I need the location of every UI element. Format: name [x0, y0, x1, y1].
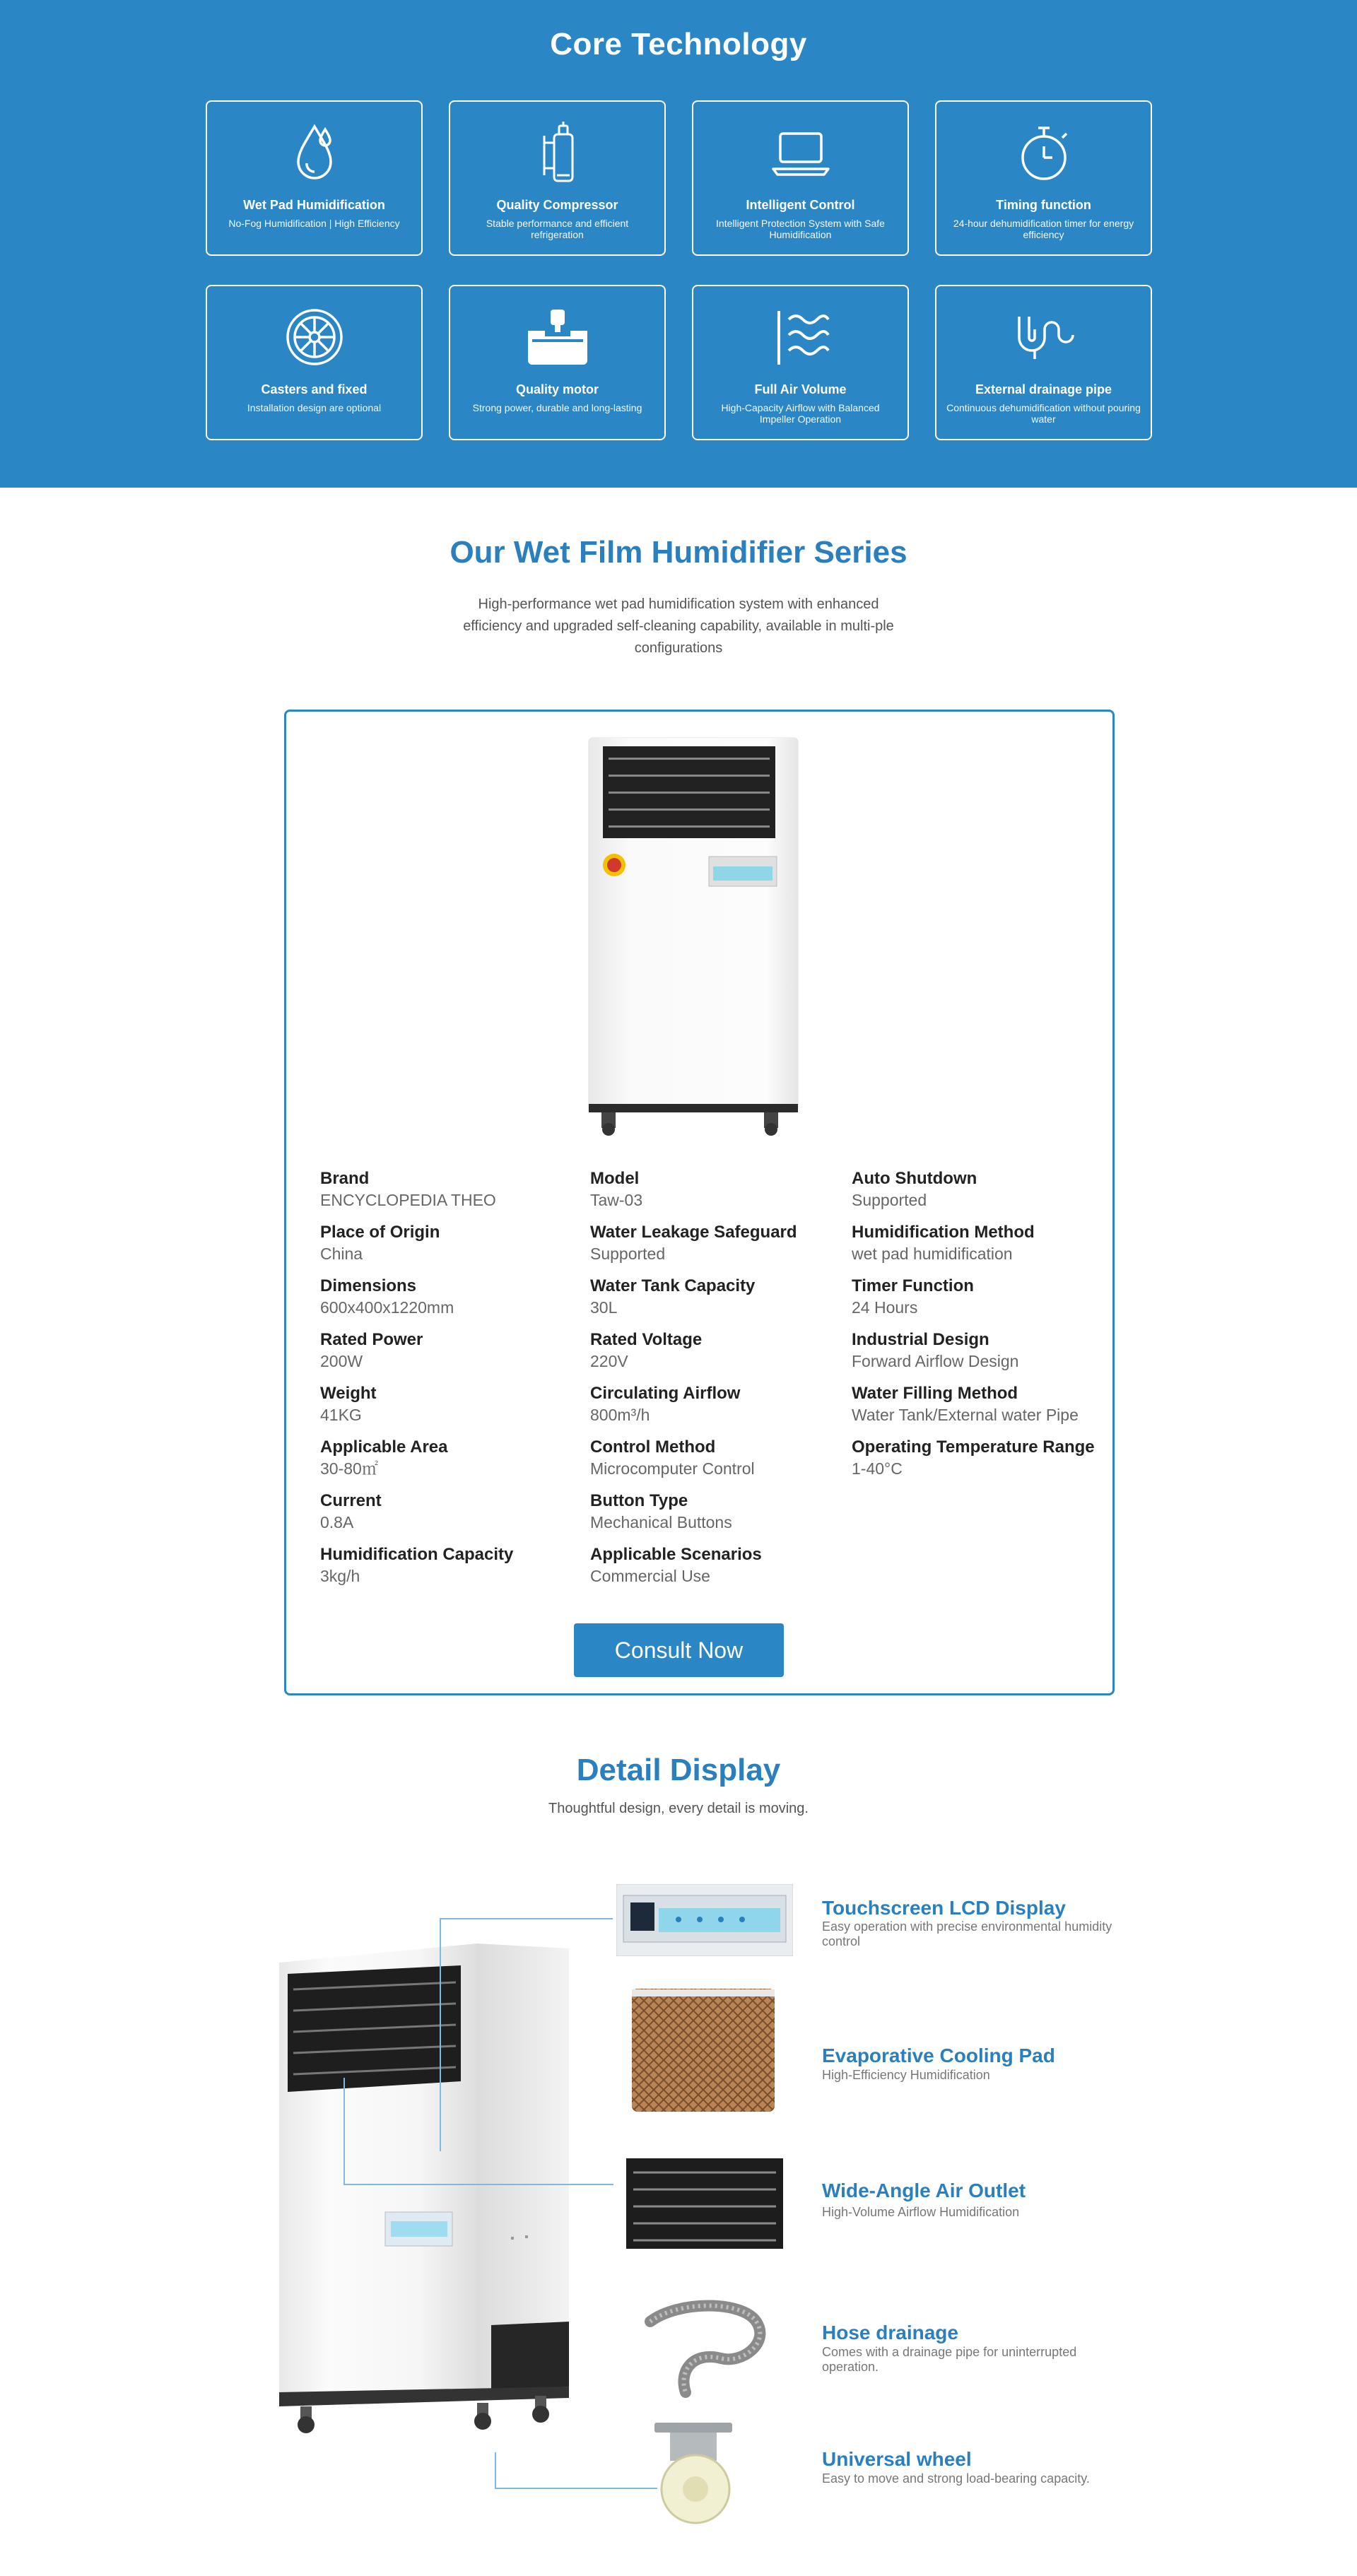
spec-auto-shutdown: Auto Shutdown Supported: [852, 1169, 977, 1209]
spec-weight: Weight 41KG: [320, 1384, 377, 1424]
spec-current: Current 0.8A: [320, 1491, 382, 1531]
spec-water-leakage: Water Leakage Safeguard Supported: [590, 1223, 797, 1263]
feature-card-title: Quality motor: [515, 382, 599, 396]
spec-brand: Brand ENCYCLOPEDIA THEO: [320, 1169, 496, 1209]
feature-card-desc: 24-hour dehumidification timer for energy efficiency: [953, 218, 1134, 240]
laptop-icon: [693, 117, 907, 188]
feature-desc-air-outlet: High-Volume Airflow Humidification: [822, 2205, 1020, 2219]
spec-button-type: Button Type Mechanical Buttons: [590, 1491, 732, 1531]
product-card: [284, 710, 1115, 1695]
feature-title-air-outlet: Wide-Angle Air Outlet: [822, 2180, 1026, 2201]
feature-desc-cooling-pad: High-Efficiency Humidification: [822, 2068, 990, 2082]
core-technology-title: Core Technology: [550, 27, 807, 61]
feature-card-wet-pad: [206, 100, 423, 256]
feature-card-air-volume: [692, 285, 909, 440]
pipe-icon: [936, 302, 1151, 372]
feature-card-title: Full Air Volume: [754, 382, 847, 396]
cooling-pad-thumbnail: [629, 1986, 777, 2115]
compressor-icon: [450, 117, 664, 188]
leader-line: [343, 2078, 345, 2184]
feature-card-title: Intelligent Control: [746, 198, 855, 212]
lcd-display-thumbnail: [616, 1884, 793, 1956]
spec-operating-temperature: Operating Temperature Range 1-40°C: [852, 1437, 1095, 1478]
feature-title-wheel: Universal wheel: [822, 2448, 972, 2470]
feature-card-title: Timing function: [996, 198, 1091, 212]
spec-water-tank: Water Tank Capacity 30L: [590, 1276, 756, 1317]
feature-desc-lcd: Easy operation with precise environmental humidity control: [822, 1919, 1112, 1948]
wheel-icon: [207, 302, 421, 372]
spec-rated-power: Rated Power 200W: [320, 1330, 423, 1370]
detail-display-title: Detail Display: [576, 1753, 781, 1787]
humidifier-detail-image: [279, 1940, 576, 2442]
feature-card-title: Wet Pad Humidification: [243, 198, 385, 212]
leader-line: [440, 1918, 613, 1919]
spec-applicable-scenarios: Applicable Scenarios Commercial Use: [590, 1545, 762, 1585]
drainage-hose-thumbnail: [636, 2293, 777, 2406]
feature-title-cooling-pad: Evaporative Cooling Pad: [822, 2045, 1055, 2066]
universal-wheel-thumbnail: [649, 2421, 741, 2526]
feature-desc-wheel: Easy to move and strong load-bearing capacity.: [822, 2471, 1090, 2486]
spec-humidification-capacity: Humidification Capacity 3kg/h: [320, 1545, 514, 1585]
motor-icon: [450, 302, 664, 372]
spec-water-filling: Water Filling Method Water Tank/External water Pipe: [852, 1384, 1079, 1424]
spec-control-method: Control Method Microcomputer Control: [590, 1437, 755, 1478]
feature-card-desc: Continuous dehumidification without pouring water: [946, 402, 1141, 425]
spec-timer-function: Timer Function 24 Hours: [852, 1276, 974, 1317]
detail-display-subtitle: Thoughtful design, every detail is moving.: [548, 1801, 809, 1816]
feature-card-desc: Installation design are optional: [247, 402, 382, 413]
stopwatch-icon: [936, 117, 1151, 188]
feature-card-motor: [449, 285, 666, 440]
series-title: Our Wet Film Humidifier Series: [450, 535, 907, 570]
feature-card-drainage: [935, 285, 1152, 440]
series-subtitle: High-performance wet pad humidification system with enhanced efficiency and upgraded self-cleaning capability, available in multi-ple configurations: [463, 596, 894, 656]
air-outlet-thumbnail: [626, 2158, 783, 2249]
spec-rated-voltage: Rated Voltage 220V: [590, 1330, 703, 1370]
spec-applicable-area: Applicable Area 30-80㎡: [320, 1437, 448, 1478]
feature-card-desc: Stable performance and efficient refrigeration: [486, 218, 629, 240]
feature-card-title: Casters and fixed: [261, 382, 368, 396]
feature-card-casters: [206, 285, 423, 440]
spec-humidification-method: Humidification Method wet pad humidification: [852, 1223, 1035, 1263]
spec-circulating-airflow: Circulating Airflow 800m³/h: [590, 1384, 741, 1424]
feature-card-desc: Strong power, durable and long-lasting: [472, 402, 642, 413]
feature-card-desc: High-Capacity Airflow with Balanced Impeller Operation: [721, 402, 880, 425]
airflow-icon: [693, 302, 907, 372]
feature-card-title: External drainage pipe: [975, 382, 1112, 396]
spec-place-of-origin: Place of Origin China: [320, 1223, 440, 1263]
water-drop-icon: [207, 117, 421, 188]
leader-line: [495, 2488, 657, 2489]
leader-line: [495, 2452, 496, 2488]
core-technology-section: [0, 0, 1357, 488]
feature-desc-hose: Comes with a drainage pipe for uninterrupted operation.: [822, 2345, 1077, 2374]
feature-card-desc: Intelligent Protection System with Safe Humidification: [716, 218, 885, 240]
humidifier-product-image: [583, 736, 806, 1139]
feature-card-compressor: [449, 100, 666, 256]
feature-card-title: Quality Compressor: [496, 198, 618, 212]
leader-line: [440, 1918, 441, 2151]
feature-card-intelligent-control: [692, 100, 909, 256]
leader-line: [343, 2184, 613, 2185]
consult-now-button[interactable]: Consult Now: [574, 1623, 784, 1677]
spec-model: Model Taw-03: [590, 1169, 643, 1209]
feature-title-lcd: Touchscreen LCD Display: [822, 1897, 1066, 1919]
feature-card-desc: No-Fog Humidification | High Efficiency: [228, 218, 400, 229]
feature-card-timing: [935, 100, 1152, 256]
spec-dimensions: Dimensions 600x400x1220mm: [320, 1276, 454, 1317]
spec-industrial-design: Industrial Design Forward Airflow Design: [852, 1330, 1019, 1370]
feature-title-hose: Hose drainage: [822, 2322, 958, 2343]
